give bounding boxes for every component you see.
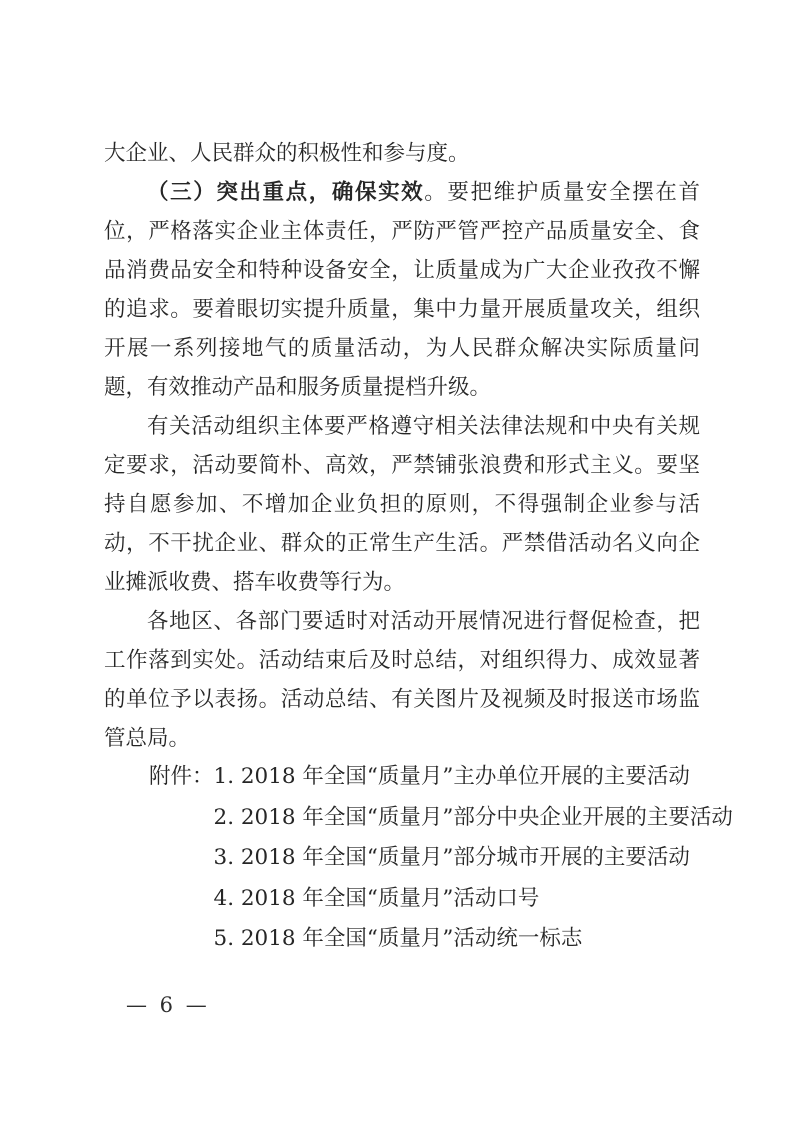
attachment-item: 3. 2018 年全国“质量月”部分城市开展的主要活动 [213, 845, 690, 870]
paragraph-text: 有关活动组织主体要严格遵守相关法律法规和中央有关规定要求，活动要简朴、高效，严禁铺张浪费和形式主义。要坚持自愿参加、不增加企业负担的原则，不得强制企业参与活动，不干扰企业、群众的正常生产生活。严禁借活动名义向企业摊派收费、搭车收费等行为。 [104, 414, 700, 595]
attachment-item: 1. 2018 年全国“质量月”主办单位开展的主要活动 [213, 764, 690, 789]
attachment-item: 2. 2018 年全国“质量月”部分中央企业开展的主要活动 [213, 804, 733, 830]
paragraph-text: 各地区、各部门要适时对活动开展情况进行督促检查，把工作落到实处。活动结束后及时总结，对组织得力、成效显著的单位予以表扬。活动总结、有关图片及视频及时报送市场监管总局。 [104, 609, 700, 751]
attachments-list [214, 757, 733, 960]
paragraph-text: 大企业、人民群众的积极性和参与度。 [104, 141, 470, 166]
attachments-label: 附件： [149, 764, 214, 789]
body-paragraph-continuation [104, 134, 700, 173]
body-paragraph-section-three [104, 173, 700, 407]
attachment-item: 5. 2018 年全国“质量月”活动统一标志 [213, 926, 583, 951]
paragraph-text: 。要把维护质量安全摆在首位，严格落实企业主体责任，严防严管严控产品质量安全、食品消费品安全和特种设备安全，让质量成为广大企业孜孜不懈的追求。要着眼切实提升质量，集中力量开展质量攻关，组织开展一系列接地气的质量活动，为人民群众解决实际质量问题，有效推动产品和服务质量提档升级。 [104, 180, 700, 400]
document-body [104, 134, 700, 758]
attachments-section [149, 757, 733, 960]
page-number: — 6 — [126, 993, 210, 1017]
attachment-item: 4. 2018 年全国“质量月”活动口号 [213, 885, 540, 911]
body-paragraph-supervision [104, 602, 700, 758]
section-heading-bold: （三）突出重点，确保实效 [147, 180, 425, 205]
body-paragraph-activity-rules [104, 407, 700, 602]
